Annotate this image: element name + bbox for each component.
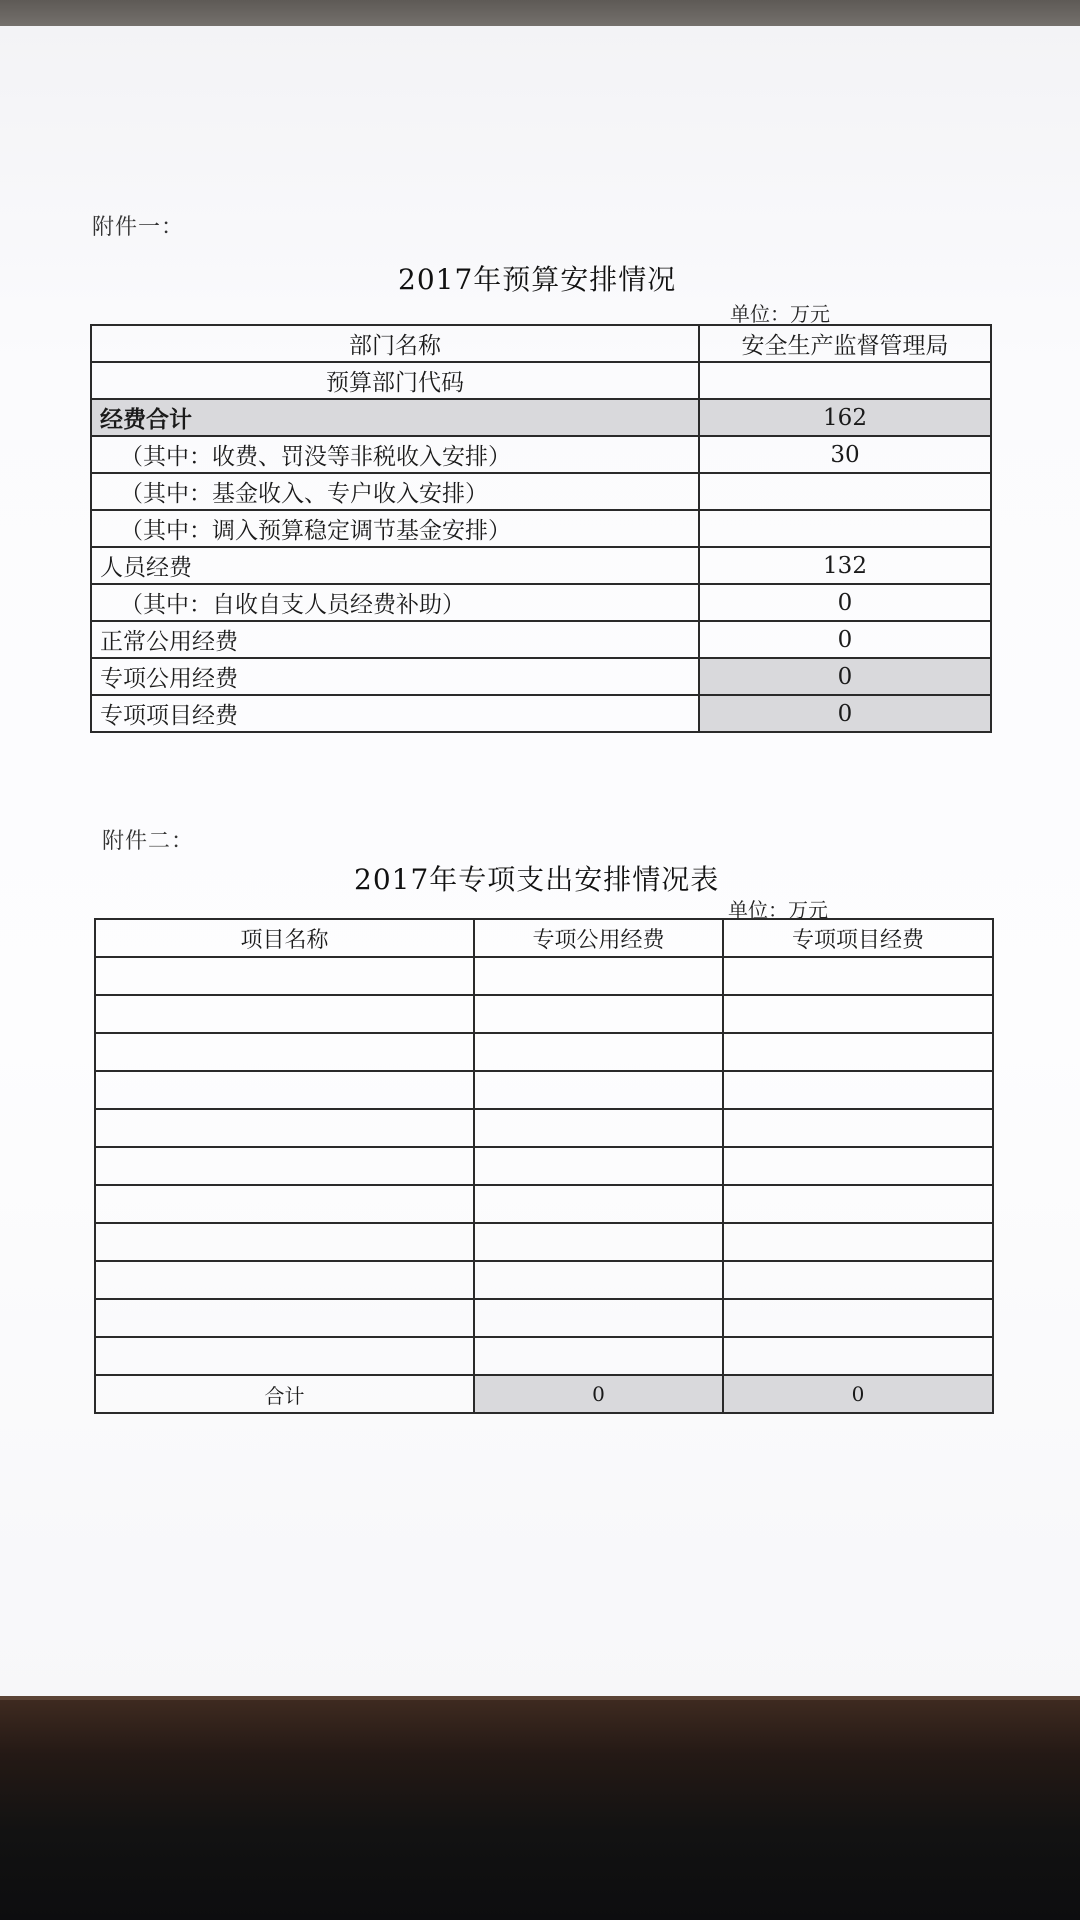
row-value: 0 [699,584,991,621]
background-bottom [0,1700,1080,1920]
table-cell [474,1223,723,1261]
header-public-funds: 专项公用经费 [474,919,723,957]
table-row [95,1147,993,1185]
row-value: 132 [699,547,991,584]
table-row [95,1223,993,1261]
table-cell [95,1147,474,1185]
row-value: 0 [699,658,991,695]
table-cell [723,1223,993,1261]
table-row [91,584,991,621]
table-cell [474,1109,723,1147]
table-header-row [95,919,993,957]
table-cell [95,1071,474,1109]
table-row [95,1109,993,1147]
table-row [95,1071,993,1109]
row-label: （其中：调入预算稳定调节基金安排） [91,510,699,547]
special-expenditure-table [94,918,994,1414]
table-cell [723,1185,993,1223]
header-dept-name: 部门名称 [91,325,699,362]
table-cell [95,1261,474,1299]
table-row [91,362,991,399]
table-row [91,473,991,510]
table-row [91,547,991,584]
table-cell [474,1261,723,1299]
total-project-funds: 0 [723,1375,993,1413]
table-cell [95,1299,474,1337]
table-cell [95,957,474,995]
row-label: （其中：基金收入、专户收入安排） [91,473,699,510]
table-cell [474,995,723,1033]
table-cell [95,1109,474,1147]
table-cell [474,1071,723,1109]
table-row [95,957,993,995]
table-cell [474,957,723,995]
row-label: 专项项目经费 [91,695,699,732]
header-dept-value: 安全生产监督管理局 [699,325,991,362]
row-value [699,473,991,510]
table-cell [95,995,474,1033]
row-label: 人员经费 [91,547,699,584]
table-cell [474,1185,723,1223]
row-value: 0 [699,695,991,732]
row-label: 正常公用经费 [91,621,699,658]
total-row [95,1375,993,1413]
table-cell [474,1299,723,1337]
table-cell [723,1337,993,1375]
budget-table [90,324,992,733]
total-public-funds: 0 [474,1375,723,1413]
row-label: 预算部门代码 [91,362,699,399]
table-cell [723,995,993,1033]
row-value [699,362,991,399]
table-row [91,436,991,473]
attachment2-title: 2017年专项支出安排情况表 [354,863,720,896]
table-cell [723,1033,993,1071]
table-row [91,695,991,732]
table-cell [723,1261,993,1299]
table-cell [723,1299,993,1337]
table-cell [474,1147,723,1185]
row-label: （其中：收费、罚没等非税收入安排） [91,436,699,473]
table-cell [95,1185,474,1223]
table-row [95,1299,993,1337]
table-row [95,1033,993,1071]
attachment1-label: 附件一： [92,215,185,240]
table-row [91,621,991,658]
table-row [91,510,991,547]
total-label: 合计 [95,1375,474,1413]
table-cell [723,1071,993,1109]
attachment1-title: 2017年预算安排情况 [398,263,677,296]
table-row [95,1185,993,1223]
table-row [95,1337,993,1375]
header-project-funds: 专项项目经费 [723,919,993,957]
table-row [91,399,991,436]
table-cell [95,1033,474,1071]
header-project-name: 项目名称 [95,919,474,957]
row-label: 专项公用经费 [91,658,699,695]
table-header-row [91,325,991,362]
table-cell [723,1147,993,1185]
table-row [95,1261,993,1299]
table-row [91,658,991,695]
table-cell [723,1109,993,1147]
row-value: 0 [699,621,991,658]
row-value [699,510,991,547]
attachment1-unit: 单位：万元 [730,302,830,326]
table-cell [95,1223,474,1261]
table-row [95,995,993,1033]
table-cell [723,957,993,995]
attachment2-unit: 单位：万元 [728,898,828,922]
row-label: （其中：自收自支人员经费补助） [91,584,699,621]
row-value: 30 [699,436,991,473]
table-cell [474,1337,723,1375]
attachment2-label: 附件二： [102,829,195,854]
table-cell [95,1337,474,1375]
row-value: 162 [699,399,991,436]
table-cell [474,1033,723,1071]
row-label: 经费合计 [91,399,699,436]
